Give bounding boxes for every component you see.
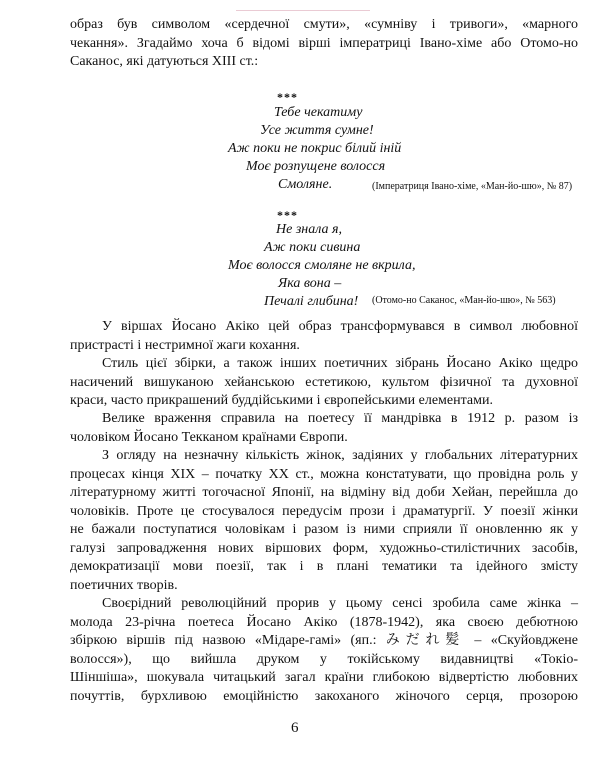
poem-line: Усе життя сумне! <box>260 123 374 138</box>
poem-line: Не знала я, <box>276 222 343 237</box>
text-line: чоловіком Йосано Текканом країнами Європи. <box>70 429 348 445</box>
poem-source: (Імператриця Івано-хіме, «Ман-йо-шю», № 87) <box>372 181 573 192</box>
poem-source: (Отомо-но Саканос, «Ман-йо-шю», № 563) <box>372 295 556 306</box>
text-line: демократизації мови поезії, так і в плані тематики та ідейного змісту <box>70 559 578 574</box>
poem-line: Моє волосся смоляне не вкрила, <box>228 258 416 273</box>
text-line: Шіншіша», шокувала читацький загал країни глибокою відвертістю любовних <box>70 670 578 685</box>
page-number: 6 <box>291 720 299 736</box>
text-line: Велике враження справила на поетесу її мандрівка в 1912 р. разом із <box>102 411 578 426</box>
text-line: У віршах Йосано Акіко цей образ трансформувався в символ любовної <box>102 319 578 334</box>
text-line: Своєрідний революційний прорив у цьому сенсі зробила саме жінка – <box>102 596 578 611</box>
text-line: насичений вишуканою хейанською естетикою, культом фізичної та духовної <box>70 374 578 390</box>
body-paragraph <box>70 447 578 595</box>
body-paragraph <box>70 355 578 411</box>
text-line: процесах кінця XIX – початку XX ст., можна констатувати, що провідна роль у <box>70 466 578 482</box>
text-line: волосся»), що вийшла друком у токійському видавництві «Токіо- <box>70 651 578 667</box>
text-line: молода 23-річна поетеса Йосано Акіко (1878-1942), яка своєю дебютною <box>70 614 578 630</box>
poem-line: Тебе чекатиму <box>274 105 363 120</box>
text-line: чекання». Згадаймо хоча б відомі вірші імператриці Івано-хіме або Отомо-но <box>70 35 578 51</box>
poem-line: Аж поки не покрис білий іній <box>228 141 402 156</box>
poem-line: Смоляне. <box>278 177 333 192</box>
text-line: збіркою віршів під назвою «Мідаре-гамі» (яп.: みだれ髪 – «Скуйовджене <box>70 633 578 648</box>
body-paragraph <box>70 410 578 447</box>
poem-line: Аж поки сивина <box>264 240 361 255</box>
poem-line: Яка вона – <box>278 276 342 291</box>
text-line: не бажали поступатися чоловікам і разом із ними сприяли її оновленню як у <box>70 522 578 537</box>
scan-edge-mark <box>236 0 370 11</box>
text-line: поетичних творів. <box>70 577 178 593</box>
poem-separator: *** <box>277 90 298 104</box>
body-paragraph <box>70 318 578 355</box>
text-line: галузі запровадження нових віршових форм, художньо-стилістичних засобів, <box>70 540 578 556</box>
poem-line: Печалі глибина! <box>264 294 359 309</box>
text-line: пристрасті і нестримної жаги кохання. <box>70 337 300 353</box>
text-line: літературному житті тогочасної Японії, на відміну від доби Хейан, перейшла до <box>70 485 578 500</box>
text-line: Саканос, які датуються XIII ст.: <box>70 54 259 69</box>
body-paragraph <box>70 595 578 706</box>
text-line: краси, часто прикрашений буддійськими і європейськими елементами. <box>70 393 493 408</box>
text-line: образ був символом «сердечної смути», «сумніву і тривоги», «марного <box>70 17 578 32</box>
text-line: почуттів, бурхливою емоційністю закоханого жіночого серця, прозорою <box>70 688 578 704</box>
intro-paragraph <box>70 16 578 72</box>
text-line: З огляду на незначну кількість жінок, задіяних у глобальних літературних <box>102 448 578 463</box>
poem-line: Моє розпущене волосся <box>246 159 386 174</box>
text-line: чоловіків. Проте це стосувалося передусім прози і драматургії. У поезії жінки <box>70 503 578 519</box>
poem-separator: *** <box>277 208 298 222</box>
text-line: Стиль цієї збірки, а також інших поетичних зібрань Йосано Акіко щедро <box>102 356 578 371</box>
